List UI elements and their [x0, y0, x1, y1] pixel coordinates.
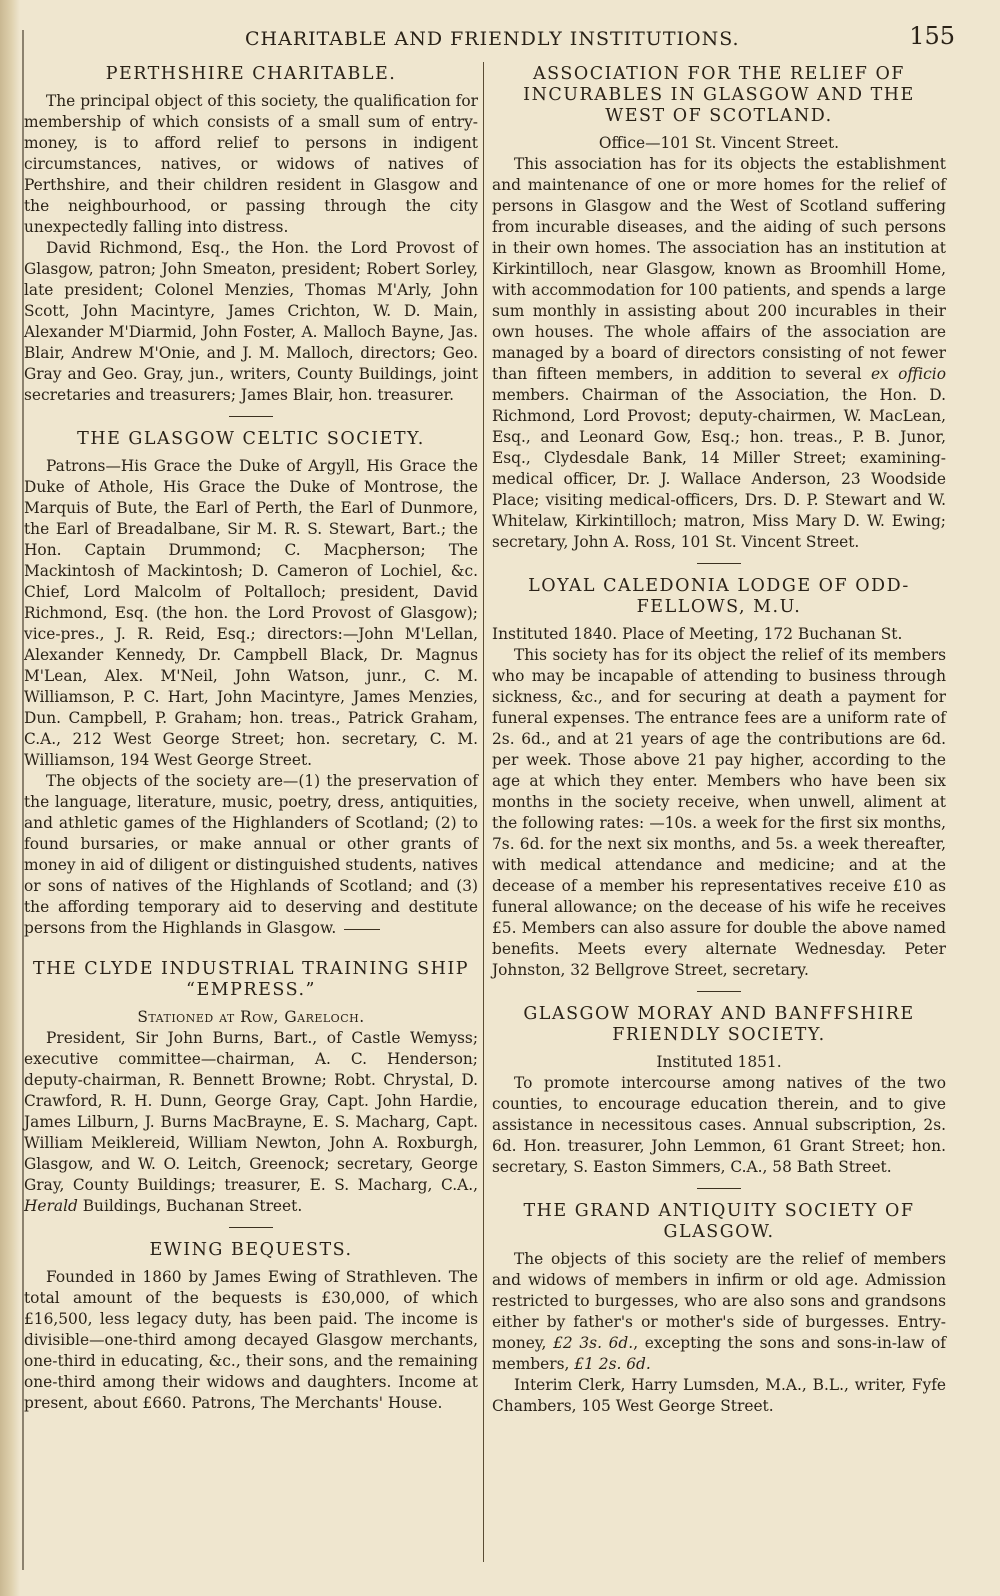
section-heading: LOYAL CALEDONIA LODGE OF ODD-FELLOWS, M.U.	[528, 576, 910, 617]
section-paragraph: David Richmond, Esq., the Hon. the Lord Provost of Glasgow, patron; John Smeaton, president; Robert Sorley, late president; Colonel Menzies, Thomas M'Arly, John Scott, John Macintyre, James Crichton, W. D. Main, Alexander M'Diarmid, John Foster, A. Malloch Bayne, Jas. Blair, Andrew M'Onie, and J. M. Malloch, directors; Geo. Gray and Geo. Gray, jun., writers, County Buildings, joint secretaries and treasurers; James Blair, hon. treasurer.	[24, 239, 478, 404]
section-paragraph: Interim Clerk, Harry Lumsden, M.A., B.L., writer, Fyfe Chambers, 105 West George Street.	[492, 1376, 946, 1415]
section-divider	[344, 929, 380, 930]
section-perthshire	[24, 64, 478, 406]
section-clyde-training-ship	[24, 959, 478, 1217]
section-paragraph: Founded in 1860 by James Ewing of Strathleven. The total amount of the bequests is £30,000, of which £16,500, less legacy duty, has been paid. The income is divisible—one-third among decayed Glasgow merchants, one-third in educating, &c., their sons, and the remaining one-third among their widows and daughters. Income at present, about £660. Patrons, The Merchants' House.	[24, 1268, 478, 1412]
section-divider	[697, 1188, 741, 1189]
section-divider	[697, 563, 741, 564]
paragraph-text: Buildings, Buchanan Street.	[77, 1197, 303, 1215]
section-heading: ASSOCIATION FOR THE RELIEF OF INCURABLES IN GLASGOW AND THE WEST OF SCOTLAND.	[523, 64, 915, 126]
paragraph-text: The objects of this society are the relief of members and widows of members in infirm or old age. Admission restricted to burgesses, who are also sons and grandsons either by father's or mother's side of burgesses. Entry-money,	[492, 1250, 946, 1352]
section-divider	[229, 416, 273, 417]
section-paragraph: To promote intercourse among natives of the two counties, to encourage education therein, and to give assistance in necessitous cases. Annual subscription, 2s. 6d. Hon. treasurer, John Lemmon, 61 Grant Street; hon. secretary, S. Easton Simmers, C.A., 58 Bath Street.	[492, 1074, 946, 1176]
section-caledonia-lodge	[492, 576, 946, 981]
section-heading: PERTHSHIRE CHARITABLE.	[105, 64, 397, 84]
section-paragraph	[24, 771, 478, 939]
right-column	[492, 64, 946, 1423]
section-paragraph	[492, 154, 946, 553]
section-paragraph: Patrons—His Grace the Duke of Argyll, His Grace the Duke of Athole, His Grace the Duke of Montrose, the Marquis of Bute, the Earl of Perth, the Earl of Dunmore, the Earl of Breadalbane, Sir M. R. S. Stewart, Bart.; the Hon. Captain Drummond; C. Macpherson; The Mackintosh of Mackintosh; D. Cameron of Lochiel, &c. Chief, Lord Malcolm of Poltalloch; president, David Richmond, Esq. (the hon. the Lord Provost of Glasgow); vice-pres., J. R. Reid, Esq.; directors:—John M'Lellan, Alexander Kennedy, Dr. Campbell Black, Dr. Magnus M'Lean, Alex. M'Neil, John Watson, junr., C. M. Williamson, P. C. Hart, John Macintyre, James Menzies, Dun. Campbell, P. Graham; hon. treas., Patrick Graham, C.A., 212 West George Street; hon. secretary, C. M. Williamson, 194 West George Street.	[24, 457, 478, 769]
italic-text: ex officio	[870, 365, 946, 383]
paragraph-text: President, Sir John Burns, Bart., of Castle Wemyss; executive committee—chairman, A. C. Henderson; deputy-chairman, R. Bennett Browne; Robt. Chrystal, D. Crawford, R. H. Dunn, George Gray, Capt. John Hardie, James Lilburn, J. Burns MacBrayne, E. S. Macharg, Capt. William Meiklereid, William Newton, John A. Roxburgh, Glasgow, and W. O. Leitch, Greenock; secretary, George Gray, County Buildings; treasurer, E. S. Macharg, C.A.,	[24, 1029, 478, 1194]
section-subheading: Instituted 1851.	[656, 1053, 782, 1071]
section-grand-antiquity	[492, 1201, 946, 1417]
column-divider	[483, 62, 484, 1562]
binding-gutter	[0, 0, 20, 1596]
paragraph-text: The objects of the society are—(1) the preservation of the language, literature, music, poetry, dress, antiquities, and athletic games of the Highlanders of Scotland; (2) to found bursaries, or make annual or other grants of money in aid of diligent or distinguished students, natives or sons of natives of the Highlands of Scotland; and (3) the affording temporary aid to deserving and destitute persons from the Highlands in Glasgow.	[24, 772, 478, 937]
section-celtic-society	[24, 429, 478, 939]
section-incurables	[492, 64, 946, 553]
section-paragraph	[24, 1028, 478, 1217]
paragraph-text: This association has for its objects the establishment and maintenance of one or more homes for the relief of persons in Glasgow and the West of Scotland suffering from incurable diseases, and the aiding of such persons in their own homes. The association has an institution at Kirkintilloch, near Glasgow, known as Broomhill Home, with accommodation for 100 patients, and spends a large sum monthly in assisting about 200 incurables in their own houses. The whole affairs of the association are managed by a board of directors consisting of not fewer than fifteen members, in addition to several	[492, 155, 946, 383]
paragraph-text: , excepting the sons and sons-in-law of members,	[492, 1334, 946, 1373]
section-heading: THE CLYDE INDUSTRIAL TRAINING SHIP “EMPRESS.”	[32, 959, 470, 1000]
section-heading: THE GLASGOW CELTIC SOCIETY.	[77, 429, 425, 449]
section-paragraph: The principal object of this society, the qualification for membership of which consists of a small sum of entry-money, is to afford relief to persons in indigent circumstances, natives, or widows of natives of Perthshire, and their children resident in Glasgow and the neighbourhood, or passing through the city unexpectedly falling into distress.	[24, 92, 478, 236]
section-subheading: Office—101 St. Vincent Street.	[598, 134, 840, 152]
section-heading: EWING BEQUESTS.	[149, 1240, 353, 1260]
section-moray-banffshire	[492, 1004, 946, 1178]
section-divider	[229, 1227, 273, 1228]
italic-text: Herald	[24, 1197, 78, 1215]
section-ewing-bequests	[24, 1240, 478, 1414]
section-heading: THE GRAND ANTIQUITY SOCIETY OF GLASGOW.	[523, 1201, 915, 1242]
section-subheading: Stationed at Row, Gareloch.	[137, 1008, 365, 1026]
left-column	[24, 64, 478, 1420]
section-paragraph	[492, 1249, 946, 1375]
running-title: CHARITABLE AND FRIENDLY INSTITUTIONS.	[245, 28, 740, 50]
italic-text: £1 2s. 6d.	[574, 1355, 651, 1373]
paragraph-text: members. Chairman of the Association, the Hon. D. Richmond, Lord Provost; deputy-chairmen, W. MacLean, Esq., and Leonard Gow, Esq.; hon. treas., P. B. Junor, Esq., Clydesdale Bank, 14 Miller Street; examining-medical officer, Dr. J. Wallace Anderson, 23 Woodside Place; visiting medical-officers, Drs. D. P. Stewart and W. Whitelaw, Kirkintilloch; matron, Miss Mary D. W. Ewing; secretary, John A. Ross, 101 St. Vincent Street.	[492, 386, 946, 551]
page-number: 155	[909, 22, 955, 50]
italic-text: £2 3s. 6d.	[553, 1334, 634, 1352]
section-divider	[697, 991, 741, 992]
section-heading: GLASGOW MORAY AND BANFFSHIRE FRIENDLY SOCIETY.	[523, 1004, 915, 1045]
section-subheading: Instituted 1840. Place of Meeting, 172 Buchanan St.	[492, 625, 903, 643]
page-header	[40, 22, 955, 52]
section-paragraph: This society has for its object the relief of its members who may be incapable of attending to business through sickness, &c., and for securing at death a payment for funeral expenses. The entrance fees are a uniform rate of 2s. 6d., and at 21 years of age the contributions are 6d. per week. Those above 21 pay higher, according to the age at which they enter. Members who have been six months in the society receive, when unwell, aliment at the following rates: —10s. a week for the first six months, 7s. 6d. for the next six months, and 5s. a week thereafter, with medical attendance and medicine; and at the decease of a member his representatives receive £10 as funeral allowance; on the decease of his wife he receives £5. Members can also assure for double the above named benefits. Meets every alternate Wednesday. Peter Johnston, 32 Bellgrove Street, secretary.	[492, 646, 946, 979]
